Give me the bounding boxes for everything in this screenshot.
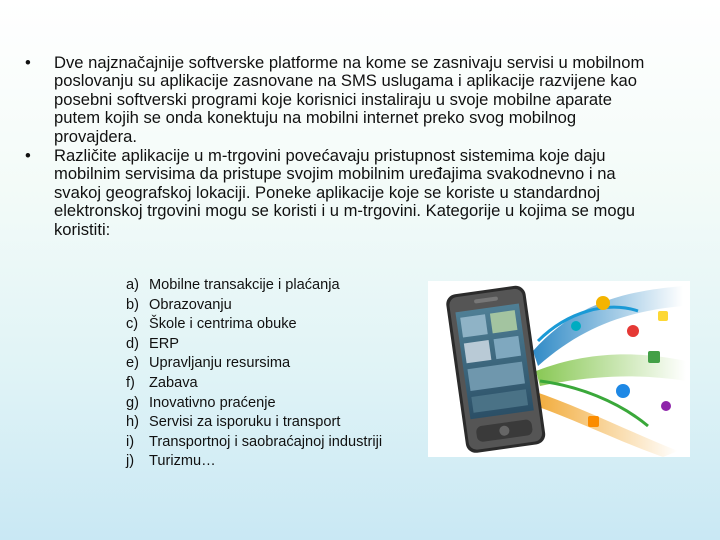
bullet-symbol: • (25, 53, 31, 72)
category-list (126, 276, 382, 472)
category-text: Upravljanju resursima (149, 355, 291, 372)
bullet-symbol: • (25, 146, 31, 166)
category-item (126, 335, 382, 355)
category-item (126, 413, 382, 433)
category-letter: a) (126, 277, 139, 293)
category-text: Obrazovanju (149, 296, 232, 313)
category-letter: b) (126, 296, 139, 313)
category-text: ERP (149, 335, 180, 352)
smartphone-illustration (428, 281, 690, 457)
category-letter: f) (126, 374, 135, 391)
category-letter: h) (126, 414, 139, 431)
category-text: Mobilne transakcije i plaćanja (149, 277, 340, 293)
category-text: Transportnoj i saobraćajnoj industriji (149, 433, 383, 450)
category-item (126, 315, 382, 335)
category-letter: e) (126, 355, 139, 372)
category-letter: i) (126, 433, 135, 450)
category-text: Škole i centrima obuke (149, 316, 297, 333)
category-item (126, 276, 382, 296)
category-letter: g) (126, 394, 139, 411)
bullet-text: Različite aplikacije u m-trgovini povećavaju pristupnost sistemima koje daju mobilnim servisima da pristupe svojim mobilnim uređajima svakodnevno i na svakoj geografskoj lokaciji. Poneke aplikacije koje se koriste u standardnoj elektronskoj trgovini mogu se koristi i u m-trgovini. Kategorije u kojima se mogu koristiti: (54, 146, 636, 239)
category-letter: j) (126, 453, 135, 470)
category-item (126, 433, 382, 453)
category-item (126, 296, 382, 316)
category-text: Inovativno praćenje (149, 394, 276, 411)
smartphone-apps-illustration (428, 281, 690, 457)
category-item (126, 354, 382, 374)
category-letter: d) (126, 335, 139, 352)
bullet-item (22, 54, 662, 146)
category-item (126, 374, 382, 394)
bullet-item (22, 147, 662, 239)
category-letter: c) (126, 316, 139, 333)
category-text: Turizmu… (149, 453, 216, 470)
category-text: Servisi za isporuku i transport (149, 414, 341, 431)
bullet-text: Dve najznačajnije softverske platforme na kome se zasnivaju servisi u mobilnom poslovanju su aplikacije zasnovane na SMS uslugama i aplikacije razvijene kao posebni softverski programi koje korisnici instaliraju u svoje mobilne aparate putem kojih se onda konektuju na mobilni internet preko svog mobilnog provajdera. (54, 53, 645, 146)
category-item (126, 452, 382, 472)
category-text: Zabava (149, 374, 198, 391)
bullet-list (22, 54, 662, 240)
category-item (126, 394, 382, 414)
